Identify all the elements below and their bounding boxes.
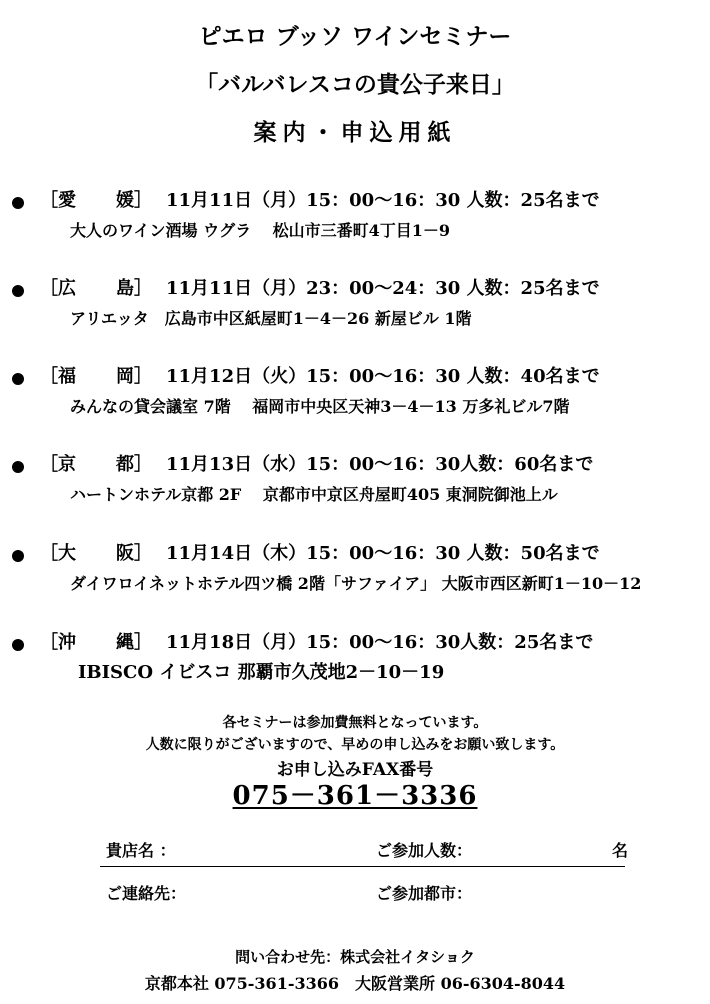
bullet-icon xyxy=(12,197,24,209)
inquiry-contact: 問い合わせ先：株式会社イタショク xyxy=(235,948,475,966)
bullet-icon xyxy=(12,550,24,562)
venue-place: 大人のワイン酒場 ウグラ 松山市三番町4丁目1－9 xyxy=(70,221,451,240)
venue-schedule: 11月11日（月）23：00～24：30 人数：25名まで xyxy=(166,278,600,299)
venue-item xyxy=(0,622,710,682)
venue-prefecture: ［大 阪］ xyxy=(40,543,152,564)
venue-prefecture: ［沖 縄］ xyxy=(40,632,152,653)
venue-schedule: 11月18日（月）15：00～16：30人数：25名まで xyxy=(166,632,594,653)
venue-place: ダイワロイネットホテル四ツ橋 2階「サファイア」 大阪市西区新町1－10－12 xyxy=(70,574,642,593)
venue-place: IBISCO イビスコ 那覇市久茂地2－10－19 xyxy=(78,662,445,683)
venue-item xyxy=(0,533,710,593)
venue-prefecture: ［京 都］ xyxy=(40,454,152,475)
store-name-field[interactable]: 貴店名 ： xyxy=(106,841,176,860)
venue-item xyxy=(0,444,710,504)
venue-place: ハートンホテル京都 2F 京都市中京区舟屋町405 東洞院御池上ル xyxy=(70,485,558,504)
office-phones: 京都本社 075-361-3366 大阪営業所 06-6304-8044 xyxy=(144,974,566,993)
venue-prefecture: ［愛 媛］ xyxy=(40,190,152,211)
venue-item xyxy=(0,356,710,416)
free-notice: 各セミナーは参加費無料となっています。 xyxy=(222,715,488,731)
venue-schedule: 11月14日（木）15：00～16：30 人数：50名まで xyxy=(166,543,600,564)
venue-schedule: 11月13日（水）15：00～16：30人数：60名まで xyxy=(166,454,594,475)
seminar-subtitle: 「バルバレスコの貴公子来日」 xyxy=(195,71,515,98)
venue-place: アリエッタ 広島市中区紙屋町1－4－26 新屋ビル 1階 xyxy=(70,309,472,328)
form-title: 案内・申込用紙 xyxy=(253,119,457,146)
form-divider xyxy=(100,866,625,867)
venue-place: みんなの貸会議室 7階 福岡市中央区天神3－4－13 万多礼ビル7階 xyxy=(70,397,570,416)
bullet-icon xyxy=(12,285,24,297)
fax-number: 075－361－3336 xyxy=(232,781,478,811)
venue-prefecture: ［広 島］ xyxy=(40,278,152,299)
limit-notice: 人数に限りがございますので、早めの申し込みをお願い致します。 xyxy=(145,737,565,753)
fax-label: お申し込みFAX番号 xyxy=(276,760,434,780)
bullet-icon xyxy=(12,461,24,473)
bullet-icon xyxy=(12,639,24,651)
venue-schedule: 11月12日（火）15：00～16：30 人数：40名まで xyxy=(166,366,600,387)
participants-field[interactable]: ご参加人数： xyxy=(376,841,473,860)
venue-schedule: 11月11日（月）15：00～16：30 人数：25名まで xyxy=(166,190,600,211)
contact-field[interactable]: ご連絡先： xyxy=(106,884,187,903)
venue-item xyxy=(0,268,710,328)
city-field[interactable]: ご参加都市： xyxy=(376,884,473,903)
venue-prefecture: ［福 岡］ xyxy=(40,366,152,387)
participants-unit: 名 xyxy=(612,841,629,860)
venue-item xyxy=(0,180,710,240)
bullet-icon xyxy=(12,373,24,385)
seminar-title: ピエロ ブッソ ワインセミナー xyxy=(198,23,512,50)
